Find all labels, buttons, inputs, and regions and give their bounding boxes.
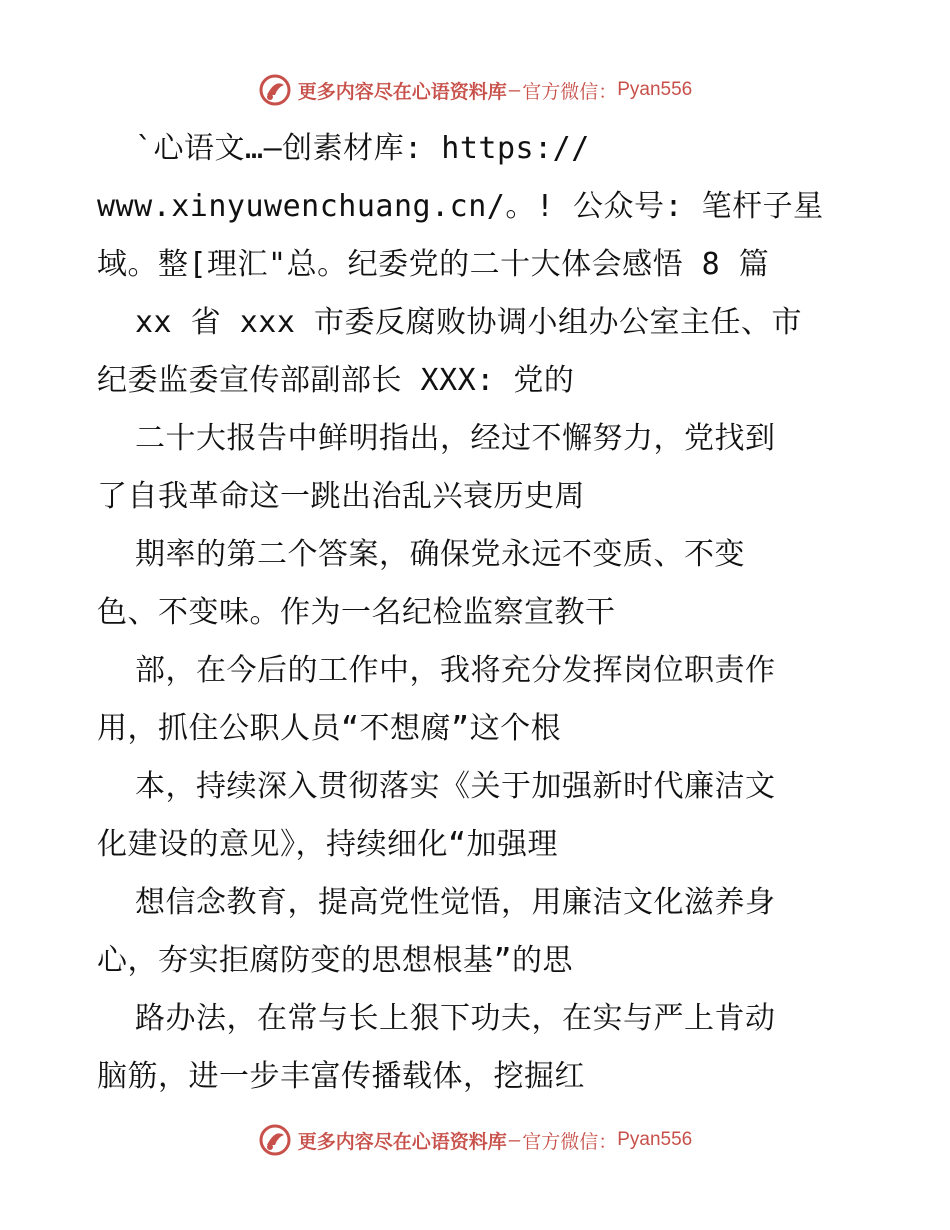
footer-watermark [0, 1120, 950, 1160]
banner-sub-text: 官方微信： [522, 1130, 618, 1153]
text-line: 期率的第二个答案，确保党永远不变质、不变 [135, 537, 745, 572]
banner-sub-text: 官方微信： [522, 80, 618, 103]
text-line: 化建设的意见》，持续细化“加强理 [97, 827, 559, 862]
text-line: 脑筋，进一步丰富传播载体，挖掘红 [97, 1059, 585, 1094]
text-line: 路办法，在常与长上狠下功夫，在实与严上肯动 [135, 1001, 776, 1036]
banner-wechat-id: Pyan556 [617, 1129, 693, 1150]
text-line: `心语文…—创素材库: https:// [135, 131, 590, 166]
text-line: 想信念教育，提高党性觉悟，用廉洁文化滋养身 [135, 885, 776, 920]
banner-wechat-id: Pyan556 [617, 79, 693, 100]
text-line: xx 省 xxx 市委反腐败协调小组办公室主任、市 [135, 305, 802, 340]
banner-dash: — [508, 1129, 521, 1151]
text-line: 了自我革命这一跳出治乱兴衰历史周 [97, 479, 585, 514]
text-line: 心，夯实拒腐防变的思想根基”的思 [97, 943, 574, 978]
text-line: 用，抓住公职人员“不想腐”这个根 [97, 711, 562, 746]
text-line: 域。整[理汇"总。纪委党的二十大体会感悟 8 篇 [97, 247, 770, 282]
banner-main-text: 更多内容尽在心语资料库 [297, 80, 507, 103]
text-line: 纪委监委宣传部副部长 XXX: 党的 [97, 363, 575, 398]
text-line: 色、不变味。作为一名纪检监察宣教干 [97, 595, 616, 630]
text-line: www.xinyuwenchuang.cn/。! 公众号: 笔杆子星 [97, 189, 824, 224]
banner-dash: — [508, 79, 521, 101]
banner-main-text: 更多内容尽在心语资料库 [297, 1130, 507, 1153]
logo-icon [258, 1123, 292, 1157]
text-line: 部，在今后的工作中，我将充分发挥岗位职责作 [135, 653, 776, 688]
document-body [97, 120, 867, 1106]
text-line: 本，持续深入贯彻落实《关于加强新时代廉洁文 [135, 769, 776, 804]
logo-icon [258, 73, 292, 107]
header-watermark [0, 70, 950, 110]
text-line: 二十大报告中鲜明指出，经过不懈努力，党找到 [135, 421, 776, 456]
